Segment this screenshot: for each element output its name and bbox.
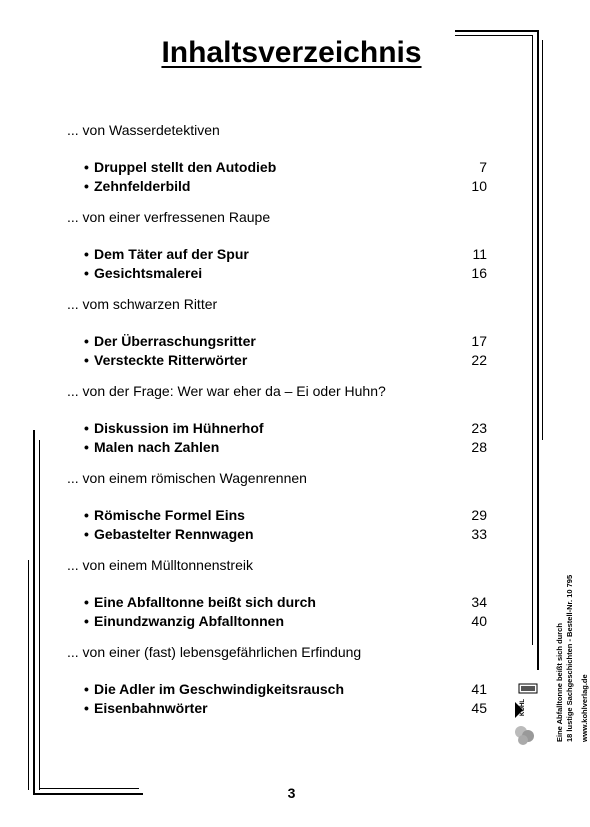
toc-entry	[67, 506, 487, 525]
toc-entry-title: Die Adler im Geschwindigkeitsrausch	[94, 681, 345, 697]
bullet-icon: •	[84, 612, 89, 629]
frame-line-top-right-v2	[532, 35, 533, 645]
frame-line-top-right-v1	[537, 30, 539, 670]
side-imprint	[555, 482, 590, 742]
frame-line-bottom-left-v1	[33, 430, 35, 795]
toc-entry	[67, 680, 487, 699]
toc-entry-title: Druppel stellt den Autodieb	[94, 159, 277, 175]
toc-entry	[67, 593, 487, 612]
toc-entry-title: Malen nach Zahlen	[94, 438, 220, 455]
toc-entry	[67, 699, 487, 718]
toc-section-heading: ... von einem Mülltonnenstreik	[67, 557, 253, 573]
publisher-logo-icon	[511, 682, 539, 746]
toc-section-heading: ... von einer verfressenen Raupe	[67, 209, 271, 225]
toc-entry-page: 45	[471, 699, 487, 716]
toc-section	[67, 643, 487, 717]
toc-section	[67, 469, 487, 543]
toc-entry	[67, 438, 487, 457]
toc-section	[67, 556, 487, 630]
toc-entry-title: Einundzwanzig Abfalltonnen	[94, 612, 285, 629]
toc-entry-page: 22	[471, 351, 487, 368]
toc-entry-title: Zehnfelderbild	[94, 177, 191, 194]
bullet-icon: •	[84, 159, 89, 175]
toc-entry-title: Dem Täter auf der Spur	[94, 246, 249, 262]
toc-entry-page: 10	[471, 177, 487, 194]
toc-entry-title: Der Überraschungsritter	[94, 333, 256, 349]
toc-section-heading: ... von einer (fast) lebensgefährlichen Erfindung	[67, 644, 362, 660]
toc-entry-title: Römische Formel Eins	[94, 507, 245, 523]
toc-section-heading: ... von Wasserdetektiven	[67, 122, 220, 138]
toc-section	[67, 208, 487, 282]
toc-entry-page: 29	[471, 507, 487, 523]
toc-entry	[67, 525, 487, 544]
toc-entry-title: Gebastelter Rennwagen	[94, 525, 254, 542]
frame-line-bottom-left-v3	[28, 560, 29, 790]
toc-section-heading: ... von der Frage: Wer war eher da – Ei oder Huhn?	[67, 383, 386, 399]
toc-entry-title: Eine Abfalltonne beißt sich durch	[94, 594, 316, 610]
toc-entry-page: 17	[471, 333, 487, 349]
bullet-icon: •	[84, 264, 89, 281]
bullet-icon: •	[84, 507, 89, 523]
side-imprint-url: www.kohlverlag.de	[580, 674, 589, 742]
toc-entry-page: 16	[471, 264, 487, 281]
toc-entry-title: Versteckte Ritterwörter	[94, 351, 248, 368]
page-number: 3	[287, 785, 296, 801]
toc-entry	[67, 612, 487, 631]
toc-entry-page: 11	[472, 246, 487, 262]
toc-section	[67, 382, 487, 456]
toc-entry-page: 41	[471, 681, 487, 697]
bullet-icon: •	[84, 681, 89, 697]
bullet-icon: •	[84, 699, 89, 716]
frame-line-top-right-v3	[542, 40, 543, 440]
toc-entry	[67, 351, 487, 370]
side-imprint-subtitle: 18 lustige Sachgeschichten - Bestell-Nr. 10 795	[564, 574, 574, 742]
toc-entry	[67, 264, 487, 283]
toc-entry-page: 33	[471, 525, 487, 542]
table-of-contents	[67, 121, 487, 730]
toc-entry-title: Diskussion im Hühnerhof	[94, 420, 264, 436]
bullet-icon: •	[84, 246, 89, 262]
toc-entry-page: 40	[471, 612, 487, 629]
bullet-icon: •	[84, 420, 89, 436]
toc-entry	[67, 158, 487, 177]
toc-entry	[67, 419, 487, 438]
toc-entry-page: 23	[471, 420, 487, 436]
toc-entry-page: 28	[471, 438, 487, 455]
publisher-logo-text: KOHL	[520, 699, 526, 716]
page-title: Inhaltsverzeichnis	[161, 36, 422, 69]
toc-entry-page: 7	[479, 159, 487, 175]
bullet-icon: •	[84, 177, 89, 194]
bullet-icon: •	[84, 333, 89, 349]
toc-entry	[67, 177, 487, 196]
frame-line-bottom-left-v2	[39, 440, 40, 790]
toc-section	[67, 295, 487, 369]
side-imprint-title: Eine Abfalltonne beißt sich durch	[555, 623, 564, 742]
publisher-logo	[511, 682, 539, 746]
bullet-icon: •	[84, 351, 89, 368]
toc-section	[67, 121, 487, 195]
frame-line-top-right-h1	[455, 30, 539, 32]
toc-entry-title: Eisenbahnwörter	[94, 699, 208, 716]
toc-entry	[67, 245, 487, 264]
toc-entry-title: Gesichtsmalerei	[94, 264, 203, 281]
bullet-icon: •	[84, 594, 89, 610]
toc-section-heading: ... vom schwarzen Ritter	[67, 296, 218, 312]
frame-line-top-right-h2	[455, 35, 533, 36]
bullet-icon: •	[84, 438, 89, 455]
toc-entry	[67, 332, 487, 351]
toc-section-heading: ... von einem römischen Wagenrennen	[67, 470, 307, 486]
toc-entry-page: 34	[471, 594, 487, 610]
bullet-icon: •	[84, 525, 89, 542]
